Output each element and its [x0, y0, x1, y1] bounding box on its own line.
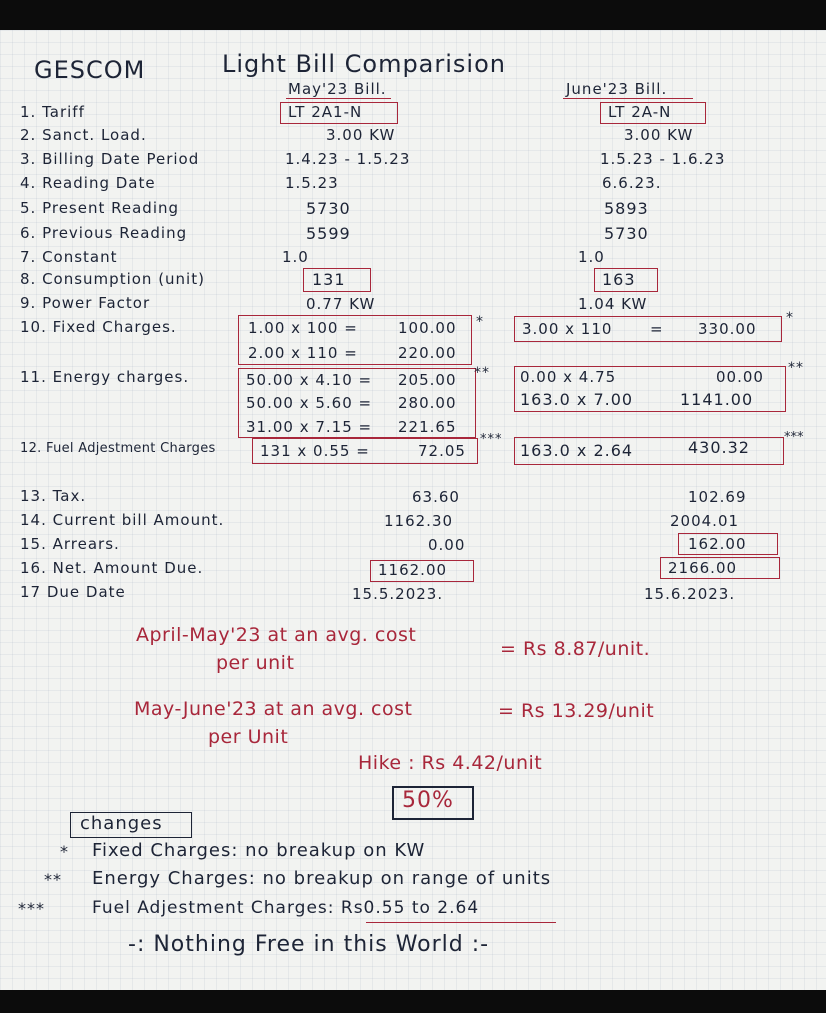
june-fixed-mark: * [786, 310, 794, 326]
row-label-previous-reading: 6. Previous Reading [20, 224, 188, 242]
handwritten-note-page [0, 30, 826, 990]
change-1-mark: * [60, 842, 69, 861]
may-energy-calc-2: 50.00 x 5.60 = [246, 394, 373, 412]
bottom-black-border [0, 990, 826, 1013]
change-energy-charges: Energy Charges: no breakup on range of units [92, 868, 552, 889]
june-constant: 1.0 [578, 248, 605, 266]
june-column-header: June'23 Bill. [566, 80, 668, 98]
may-june-avg-line1: May-June'23 at an avg. cost [134, 698, 413, 720]
may-fixed-calc-1: 1.00 x 100 = [248, 319, 358, 337]
may-fixed-amount-1: 100.00 [398, 319, 457, 337]
june-energy-amount-2: 1141.00 [680, 390, 754, 409]
may-june-avg-value: = Rs 13.29/unit [498, 700, 655, 722]
row-label-current-bill: 14. Current bill Amount. [20, 511, 225, 529]
june-due-date: 15.6.2023. [644, 585, 736, 603]
may-billing-period: 1.4.23 - 1.5.23 [285, 150, 411, 168]
may-fixed-amount-2: 220.00 [398, 344, 457, 362]
may-energy-amount-2: 280.00 [398, 394, 457, 412]
change-fixed-charges: Fixed Charges: no breakup on KW [92, 840, 426, 861]
may-tax: 63.60 [412, 488, 460, 506]
top-black-border [0, 0, 826, 30]
may-energy-mark: ** [474, 365, 490, 381]
may-energy-calc-1: 50.00 x 4.10 = [246, 371, 373, 389]
june-present-reading: 5893 [604, 199, 649, 218]
june-energy-mark: ** [788, 360, 804, 376]
june-fuel-calc: 163.0 x 2.64 [520, 441, 634, 460]
june-header-underline [563, 98, 693, 99]
may-june-avg-line2: per Unit [208, 726, 289, 748]
may-energy-amount-1: 205.00 [398, 371, 457, 389]
june-tax: 102.69 [688, 488, 747, 506]
hike-percent: 50% [402, 788, 454, 813]
april-may-avg-line2: per unit [216, 652, 295, 674]
change-fuel-charges: Fuel Adjestment Charges: Rs0.55 to 2.64 [92, 898, 480, 918]
closing-remark: -: Nothing Free in this World :- [128, 932, 490, 957]
hike-per-unit: Hike : Rs 4.42/unit [358, 752, 543, 774]
row-label-fixed-charges: 10. Fixed Charges. [20, 318, 177, 336]
may-consumption: 131 [312, 270, 346, 289]
june-fuel-mark: *** [784, 430, 804, 445]
change-2-mark: ** [44, 870, 62, 889]
row-label-constant: 7. Constant [20, 248, 118, 266]
fuel-change-underline [366, 922, 556, 923]
may-previous-reading: 5599 [306, 224, 351, 243]
may-power-factor: 0.77 KW [306, 295, 376, 313]
row-label-sanct-load: 2. Sanct. Load. [20, 126, 147, 144]
june-current-bill: 2004.01 [670, 512, 740, 530]
june-energy-amount-1: 00.00 [716, 368, 764, 386]
may-fuel-calc: 131 x 0.55 = [260, 442, 370, 460]
row-label-consumption: 8. Consumption (unit) [20, 270, 205, 288]
may-energy-calc-3: 31.00 x 7.15 = [246, 418, 373, 436]
may-column-header: May'23 Bill. [288, 80, 387, 98]
may-energy-amount-3: 221.65 [398, 418, 457, 436]
may-net-amount: 1162.00 [378, 561, 448, 579]
row-label-net-amount: 16. Net. Amount Due. [20, 559, 204, 577]
page-title: Light Bill Comparision [222, 50, 506, 78]
june-consumption: 163 [602, 270, 636, 289]
june-arrears: 162.00 [688, 535, 747, 553]
may-current-bill: 1162.30 [384, 512, 454, 530]
change-3-mark: *** [18, 899, 45, 918]
row-label-energy-charges: 11. Energy charges. [20, 368, 190, 386]
row-label-present-reading: 5. Present Reading [20, 199, 180, 217]
may-present-reading: 5730 [306, 199, 351, 218]
changes-heading: changes [80, 813, 163, 834]
june-previous-reading: 5730 [604, 224, 649, 243]
june-fixed-equals: = [650, 320, 664, 338]
row-label-fuel-adjustment: 12. Fuel Adjestment Charges [20, 441, 216, 456]
june-fixed-amount: 330.00 [698, 320, 757, 338]
row-label-arrears: 15. Arrears. [20, 535, 120, 553]
june-sanct-load: 3.00 KW [624, 126, 694, 144]
row-label-power-factor: 9. Power Factor [20, 294, 151, 312]
may-fuel-mark: *** [480, 432, 503, 447]
june-energy-calc-1: 0.00 x 4.75 [520, 368, 617, 386]
april-may-avg-value: = Rs 8.87/unit. [500, 638, 651, 660]
company-name: GESCOM [34, 56, 146, 84]
row-label-tariff: 1. Tariff [20, 103, 85, 121]
may-fuel-amount: 72.05 [418, 442, 466, 460]
june-power-factor: 1.04 KW [578, 295, 648, 313]
row-label-tax: 13. Tax. [20, 487, 87, 505]
june-fuel-amount: 430.32 [688, 438, 750, 457]
may-constant: 1.0 [282, 248, 309, 266]
may-sanct-load: 3.00 KW [326, 126, 396, 144]
june-billing-period: 1.5.23 - 1.6.23 [600, 150, 726, 168]
row-label-due-date: 17 Due Date [20, 583, 126, 601]
may-fixed-calc-2: 2.00 x 110 = [248, 344, 358, 362]
may-arrears: 0.00 [428, 536, 466, 554]
june-net-amount: 2166.00 [668, 559, 738, 577]
row-label-billing-period: 3. Billing Date Period [20, 150, 200, 168]
may-reading-date: 1.5.23 [285, 174, 339, 192]
april-may-avg-line1: April-May'23 at an avg. cost [136, 624, 417, 646]
june-fixed-calc: 3.00 x 110 [522, 320, 613, 338]
may-header-underline [286, 98, 391, 99]
may-due-date: 15.5.2023. [352, 585, 444, 603]
june-reading-date: 6.6.23. [602, 174, 662, 192]
row-label-reading-date: 4. Reading Date [20, 174, 156, 192]
may-tariff: LT 2A1-N [288, 103, 363, 121]
june-energy-calc-2: 163.0 x 7.00 [520, 390, 634, 409]
june-tariff: LT 2A-N [608, 103, 672, 121]
may-fixed-mark: * [476, 314, 484, 330]
